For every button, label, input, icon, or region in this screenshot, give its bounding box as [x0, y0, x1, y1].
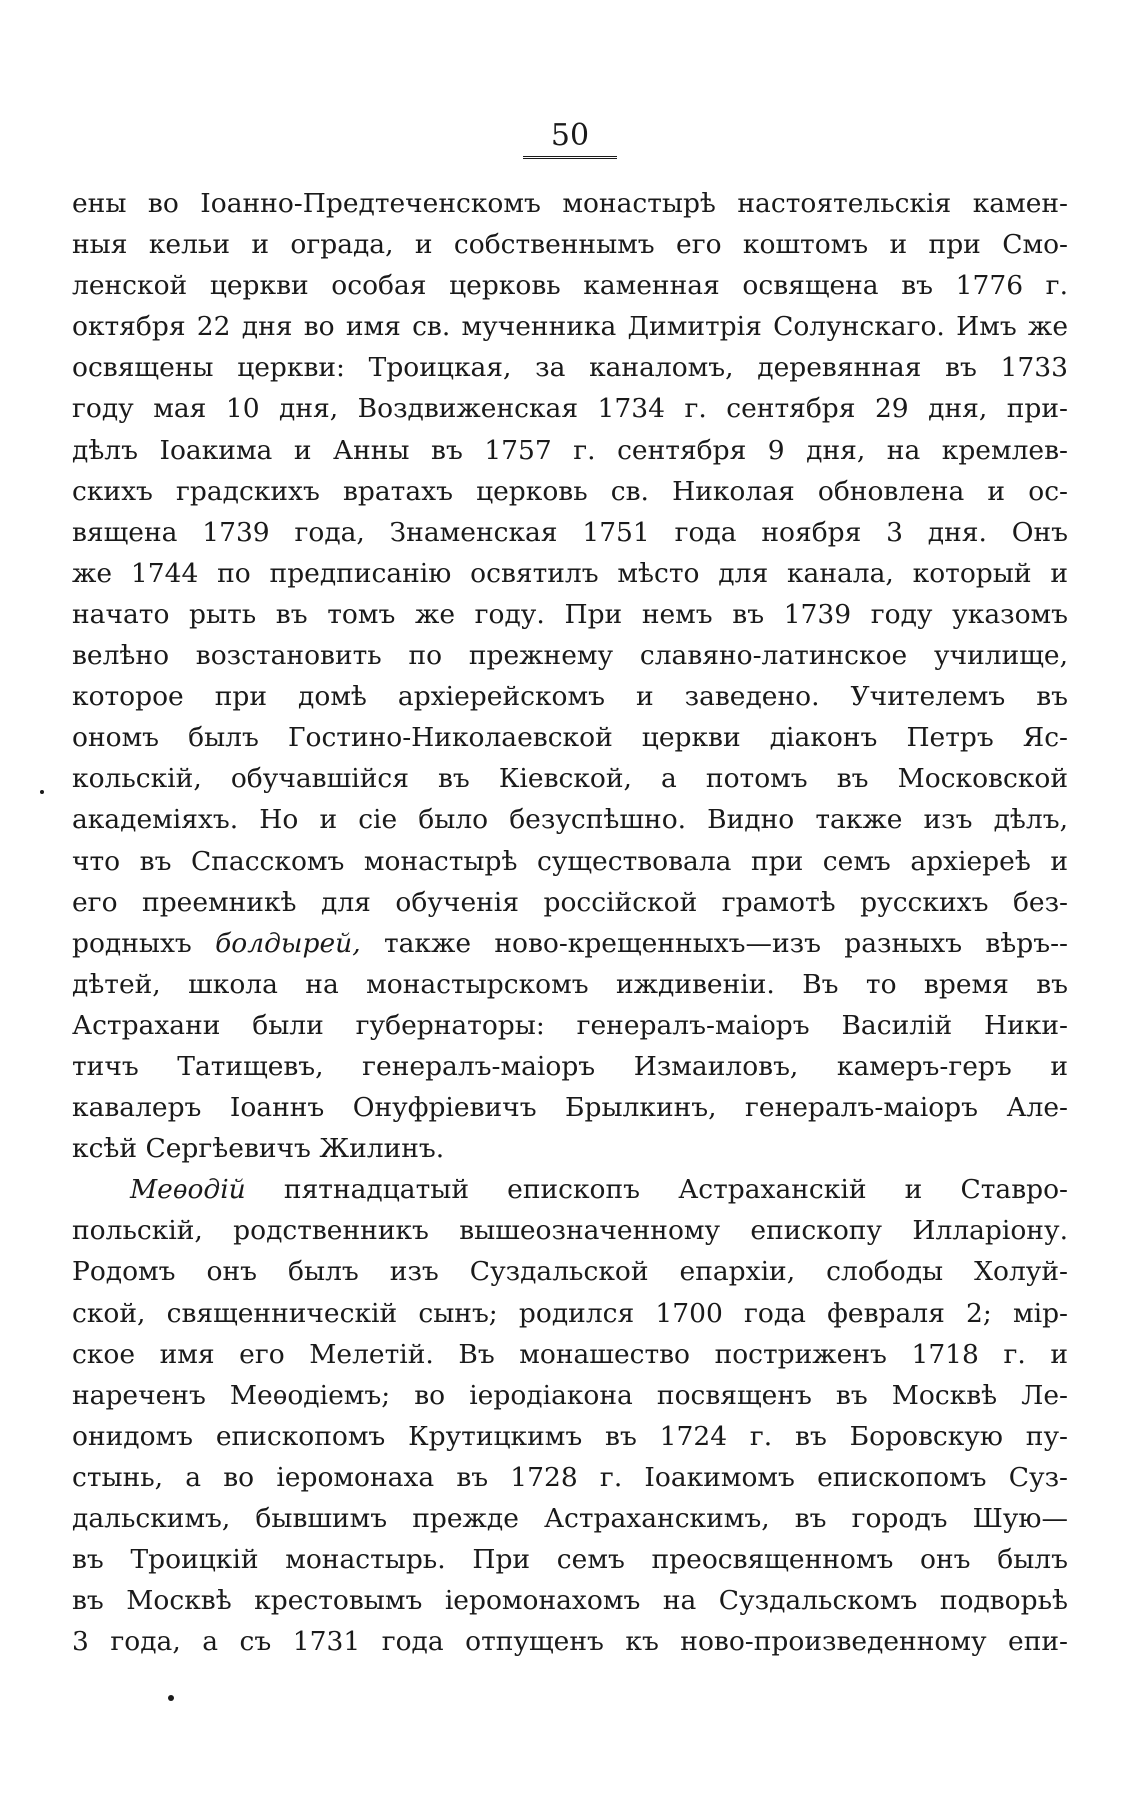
text-line: ское имя его Мелетій. Въ монашество постриженъ 1718 г. и: [72, 1338, 1068, 1370]
italic-word: Меѳодій: [130, 1174, 246, 1206]
text-line: дальскимъ, бывшимъ прежде Астраханскимъ, въ городъ Шую—: [72, 1503, 1068, 1534]
text-line: что въ Спасскомъ монастырѣ существовала при семъ архіереѣ и: [72, 845, 1068, 877]
text-line: Астрахани были губернаторы: генералъ-маіоръ Василій Ники-: [72, 1009, 1068, 1041]
text-line: тичъ Татищевъ, генералъ-маіоръ Измаиловъ, камеръ-геръ и: [72, 1050, 1068, 1082]
text-line: ены во Іоанно-Предтеченскомъ монастырѣ настоятельскія камен-: [72, 188, 1068, 219]
text-line: родныхъ болдырей, также ново-крещенныхъ—изъ разныхъ вѣръ--: [72, 927, 1069, 959]
text-line: ныя кельи и ограда, и собственнымъ его коштомъ и при Смо-: [72, 229, 1068, 261]
text-line: году мая 10 дня, Воздвиженская 1734 г. сентября 29 дня, при-: [72, 393, 1068, 425]
text-line: Меѳодій пятнадцатый епископъ Астраханскій и Ставро-: [130, 1174, 1068, 1206]
text-line: ской, священническій сынъ; родился 1700 года февраля 2; мір-: [72, 1297, 1068, 1329]
text-line: вящена 1739 года, Знаменская 1751 года ноября 3 дня. Онъ: [72, 516, 1068, 548]
text-line: ксѣй Сергѣевичъ Жилинъ.: [72, 1133, 445, 1165]
text-line: ономъ былъ Гостино-Николаевской церкви діаконъ Петръ Яс-: [72, 722, 1068, 754]
text-line: октября 22 дня во имя св. мученника Димитрія Солунскаго. Имъ же: [72, 311, 1068, 343]
text-line: дѣлъ Іоакима и Анны въ 1757 г. сентября 9 дня, на кремлев-: [72, 434, 1068, 466]
text-line: въ Троицкій монастырь. При семъ преосвященномъ онъ былъ: [72, 1544, 1068, 1576]
text-line: Родомъ онъ былъ изъ Суздальской епархіи, слободы Холуй-: [72, 1256, 1068, 1288]
text-line: 3 года, а съ 1731 года отпущенъ къ ново-произведенному епи-: [72, 1626, 1068, 1658]
page-number: 50: [0, 118, 1140, 159]
text-line: начато рыть въ томъ же году. При немъ въ 1739 году указомъ: [72, 598, 1068, 630]
italic-word: болдырей,: [215, 927, 361, 959]
text-line: кольскій, обучавшійся въ Кіевской, а потомъ въ Московской: [72, 763, 1068, 795]
text-line: кавалеръ Іоаннъ Онуфріевичъ Брылкинъ, генералъ-маіоръ Але-: [72, 1092, 1068, 1124]
text-line: академіяхъ. Но и сіе было безуспѣшно. Видно также изъ дѣлъ,: [72, 804, 1068, 836]
text-line: польскій, родственникъ вышеозначенному епископу Илларіону.: [72, 1215, 1068, 1247]
text-line: нареченъ Меѳодіемъ; во іеродіакона посвященъ въ Москвѣ Ле-: [72, 1379, 1068, 1411]
body-text: [72, 183, 1068, 1662]
ink-speck: [40, 790, 44, 794]
text-line: дѣтей, школа на монастырскомъ иждивеніи. Въ то время въ: [72, 968, 1068, 1000]
text-line: скихъ градскихъ вратахъ церковь св. Николая обновлена и ос-: [72, 475, 1068, 507]
text-line: стынь, а во іеромонаха въ 1728 г. Іоакимомъ епископомъ Суз-: [72, 1461, 1068, 1493]
text-line: же 1744 по предписанію освятилъ мѣсто для канала, который и: [72, 557, 1068, 589]
text-line: его преемникѣ для обученія россійской грамотѣ русскихъ без-: [72, 886, 1068, 918]
text-line: въ Москвѣ крестовымъ іеромонахомъ на Суздальскомъ подворьѣ: [72, 1585, 1068, 1617]
ink-speck: [168, 1695, 174, 1701]
text-line: которое при домѣ архіерейскомъ и заведено. Учителемъ въ: [72, 681, 1068, 713]
text-line: велѣно возстановить по прежнему славяно-латинское училище,: [72, 640, 1068, 672]
text-line: онидомъ епископомъ Крутицкимъ въ 1724 г. въ Боровскую пу-: [72, 1420, 1068, 1452]
text-line: освящены церкви: Троицкая, за каналомъ, деревянная въ 1733: [72, 352, 1068, 384]
text-line: ленской церкви особая церковь каменная освящена въ 1776 г.: [72, 270, 1068, 302]
